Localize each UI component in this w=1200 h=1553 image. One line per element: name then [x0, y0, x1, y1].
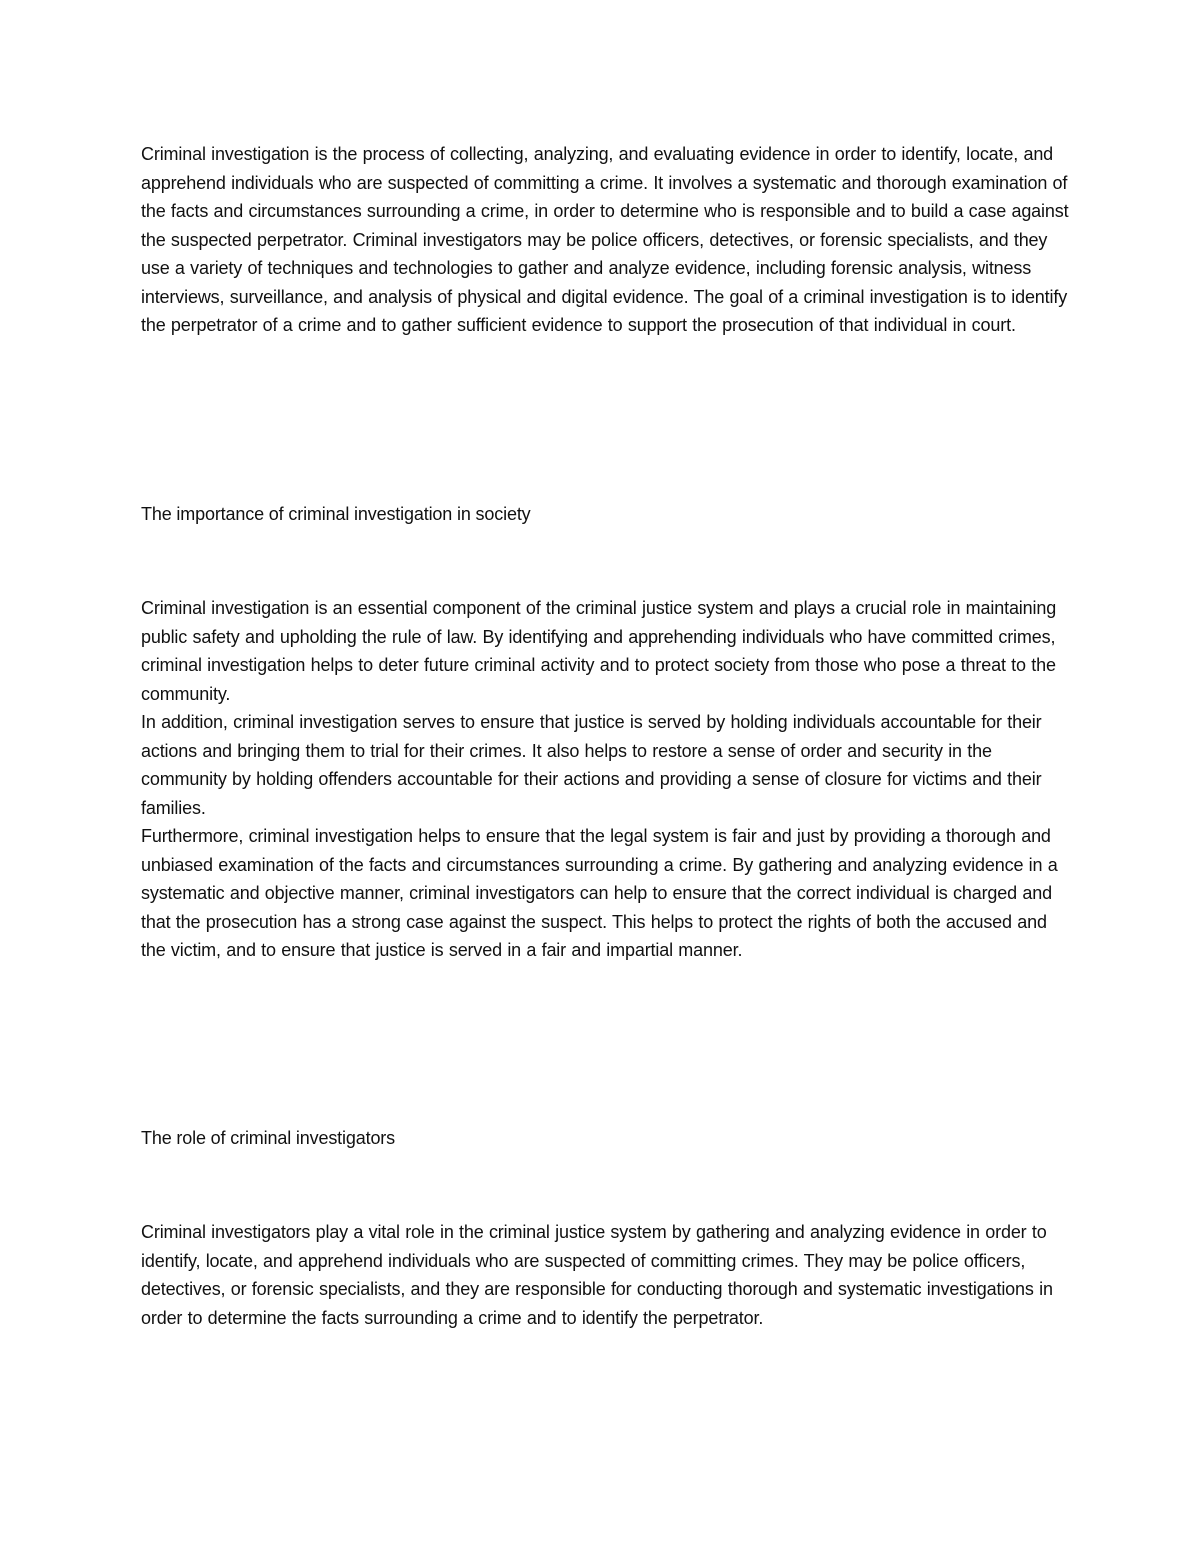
- role-paragraph-1: Criminal investigators play a vital role in the criminal justice system by gathering and analyzing evidence in order to identify, locate, and apprehend individuals who are suspected of committing crimes. They may be police officers, detectives, or forensic specialists, and they are responsible for conducting thorough and systematic investigations in order to determine the facts surrounding a crime and to identify the perpetrator.: [141, 1222, 1053, 1328]
- intro-paragraph: Criminal investigation is the process of collecting, analyzing, and evaluating evidence in order to identify, locate, and apprehend individuals who are suspected of committing a crime. It involves a systematic and thorough examination of the facts and circumstances surrounding a crime, in order to determine who is responsible and to build a case against the suspected perpetrator. Criminal investigators may be police officers, detectives, or forensic specialists, and they use a variety of techniques and technologies to gather and analyze evidence, including forensic analysis, witness interviews, surveillance, and analysis of physical and digital evidence. The goal of a criminal investigation is to identify the perpetrator of a crime and to gather sufficient evidence to support the prosecution of that individual in court.: [141, 144, 1069, 335]
- section-heading-role: The role of criminal investigators: [141, 1128, 396, 1148]
- importance-paragraph-1: Criminal investigation is an essential component of the criminal justice system and plays a crucial role in maintaining public safety and upholding the rule of law. By identifying and apprehending individuals who have committed crimes, criminal investigation helps to deter future criminal activity and to protect society from those who pose a threat to the community.: [141, 598, 1057, 704]
- section-heading-importance: The importance of criminal investigation in society: [141, 504, 531, 524]
- importance-paragraph-3: Furthermore, criminal investigation helps to ensure that the legal system is fair and just by providing a thorough and unbiased examination of the facts and circumstances surrounding a crime. By gathering and analyzing evidence in a systematic and objective manner, criminal investigators can help to ensure that the correct individual is charged and that the prosecution has a strong case against the suspect. This helps to protect the rights of both the accused and the victim, and to ensure that justice is served in a fair and impartial manner.: [141, 826, 1058, 960]
- section-body-role: [141, 1218, 1071, 1332]
- section-body-importance: [141, 594, 1071, 965]
- importance-paragraph-2: In addition, criminal investigation serves to ensure that justice is served by holding individuals accountable for their actions and bringing them to trial for their crimes. It also helps to restore a sense of order and security in the community by holding offenders accountable for their actions and providing a sense of closure for victims and their families.: [141, 712, 1042, 818]
